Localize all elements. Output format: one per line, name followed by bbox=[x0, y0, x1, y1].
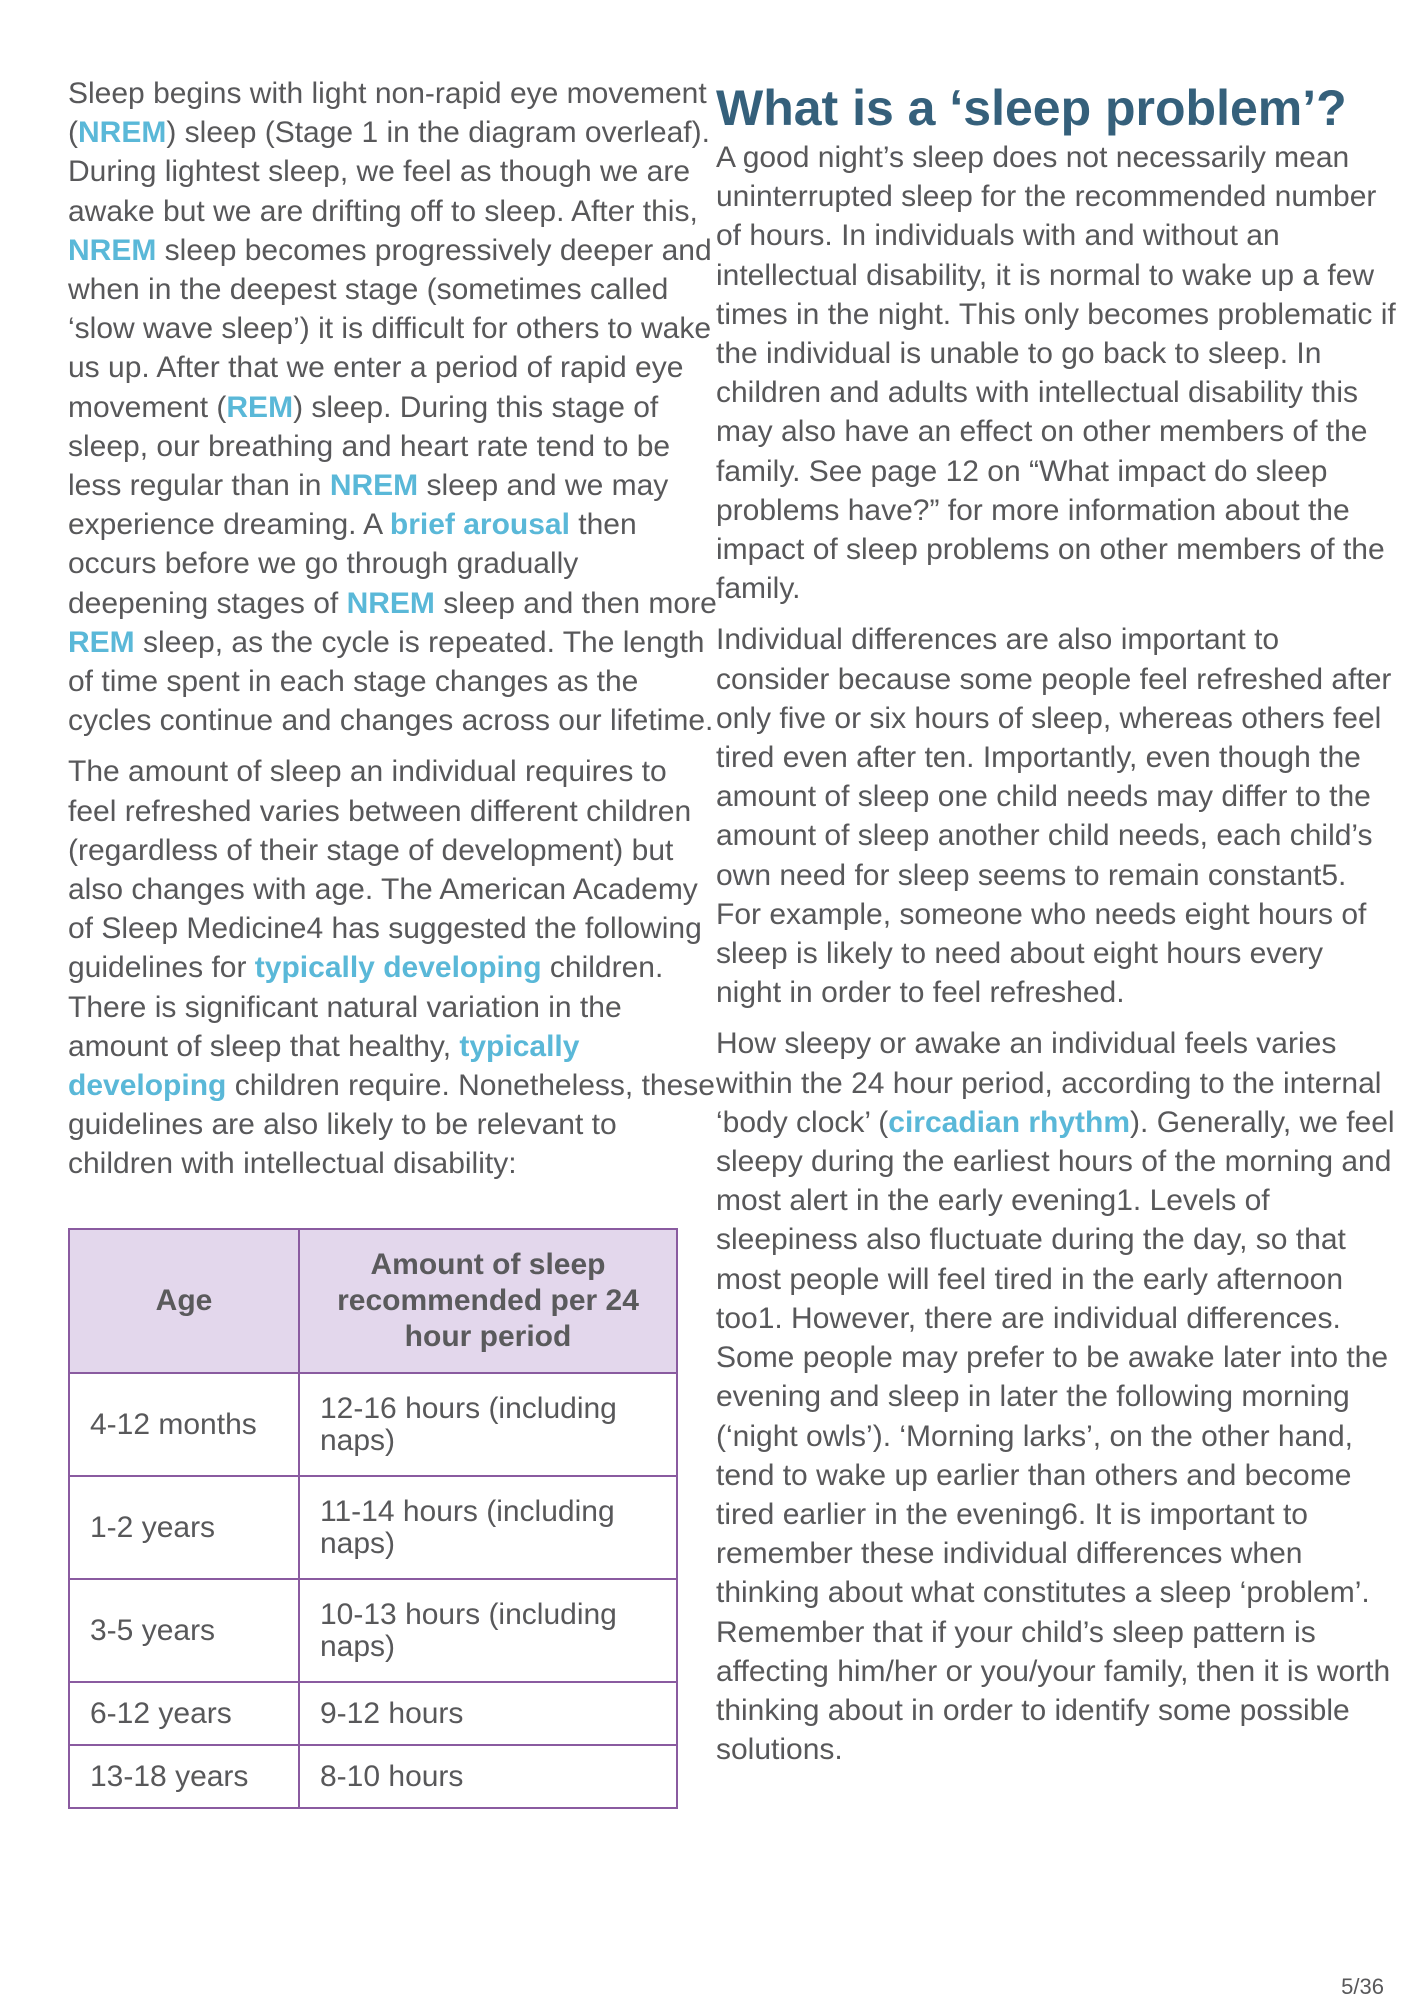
table-row bbox=[69, 1745, 677, 1808]
glossary-term-circadian-rhythm[interactable]: circadian rhythm bbox=[888, 1105, 1131, 1139]
header-age: Age bbox=[69, 1229, 299, 1373]
text-run: then occurs before we go through gradually deepening stages of bbox=[68, 508, 637, 620]
age-cell: 4-12 months bbox=[69, 1373, 299, 1476]
text-run: sleep becomes progressively deeper and when in the deepest stage (sometimes called ‘slow wave sleep’) it is difficult for others to wake us up. After that we enter a period of rapid eye movement ( bbox=[68, 233, 712, 424]
right-column bbox=[716, 138, 1396, 1781]
text-run: ) sleep. During this stage of sleep, our breathing and heart rate tend to be less regular than in bbox=[68, 390, 671, 503]
amount-cell: 12-16 hours (including naps) bbox=[299, 1373, 677, 1476]
sleep-guidelines-table bbox=[68, 1228, 678, 1809]
amount-cell: 9-12 hours bbox=[299, 1682, 677, 1745]
text-run: ) sleep (Stage 1 in the diagram overleaf). During lightest sleep, we feel as though we are awake but we are drifting off to sleep. After this, bbox=[68, 116, 710, 228]
glossary-term-nrem[interactable]: NREM bbox=[68, 233, 157, 267]
amount-cell: 10-13 hours (including naps) bbox=[299, 1579, 677, 1682]
glossary-term-typically-developing[interactable]: typically developing bbox=[254, 951, 542, 985]
page-number: 5/36 bbox=[1341, 1974, 1384, 1999]
table-header-row bbox=[69, 1229, 677, 1373]
text-run: ). Generally, we feel sleepy during the earliest hours of the morning and most alert in the early evening1. Levels of sleepiness also fluctuate during the day, so that most people will feel tired in the early afternoon too1. However, there are individual differences. Some people may prefer to be awake later into the evening and sleep in later the following morning (‘night owls’). ‘Morning larks’, on the other hand, tend to wake up earlier than others and become tired earlier in the evening6. It is important to remember these individual differences when thinking about what constitutes a sleep ‘problem’. Remember that if your child’s sleep pattern is affecting him/her or you/your family, then it is worth thinking about in order to identify some possible solutions. bbox=[716, 1105, 1395, 1767]
text-run: children require. Nonetheless, these guidelines are also likely to be relevant to children with intellectual disability: bbox=[68, 1069, 715, 1181]
amount-cell: 11-14 hours (including naps) bbox=[299, 1476, 677, 1579]
text-run: sleep and then more bbox=[434, 586, 717, 620]
section-heading: What is a ‘sleep problem’? bbox=[716, 80, 1347, 136]
age-cell: 13-18 years bbox=[69, 1745, 299, 1808]
glossary-term-nrem[interactable]: NREM bbox=[78, 116, 167, 150]
sleep-problem-paragraph: A good night’s sleep does not necessarily mean uninterrupted sleep for the recommended number of hours. In individuals with and without an intellectual disability, it is normal to wake up a few times in the night. This only becomes problematic if the individual is unable to go back to sleep. In children and adults with intellectual disability this may also have an effect on other members of the family. See page 12 on “What impact do sleep problems have?” for more information about the impact of sleep problems on other members of the family. bbox=[716, 141, 1396, 606]
glossary-term-nrem[interactable]: NREM bbox=[329, 469, 419, 503]
body-clock-paragraph bbox=[716, 1024, 1396, 1769]
left-column bbox=[68, 74, 718, 1196]
text-run: How sleepy or awake an individual feels varies within the 24 hour period, according to the internal ‘body clock’ ( bbox=[716, 1027, 1382, 1139]
sleep-cycle-paragraph bbox=[68, 74, 718, 740]
age-cell: 3-5 years bbox=[69, 1579, 299, 1682]
table-row bbox=[69, 1682, 677, 1745]
glossary-term-rem[interactable]: REM bbox=[226, 390, 294, 424]
text-run: sleep and we may experience dreaming. A bbox=[68, 469, 669, 542]
age-cell: 1-2 years bbox=[69, 1476, 299, 1579]
glossary-term-rem[interactable]: REM bbox=[68, 625, 135, 659]
table-row bbox=[69, 1476, 677, 1579]
header-amount: Amount of sleep recommended per 24 hour period bbox=[299, 1229, 677, 1373]
glossary-term-brief-arousal[interactable]: brief arousal bbox=[389, 508, 570, 542]
sleep-amount-paragraph bbox=[68, 752, 718, 1183]
text-run: children. There is significant natural variation in the amount of sleep that healthy, bbox=[68, 951, 664, 1063]
glossary-term-nrem[interactable]: NREM bbox=[346, 586, 435, 620]
table-row bbox=[69, 1579, 677, 1682]
glossary-term-typically-developing[interactable]: typically developing bbox=[68, 1029, 580, 1103]
text-run: Sleep begins with light non-rapid eye movement ( bbox=[68, 77, 707, 150]
age-cell: 6-12 years bbox=[69, 1682, 299, 1745]
text-run: sleep, as the cycle is repeated. The length of time spent in each stage changes as the cycles continue and changes across our lifetime. bbox=[68, 625, 714, 738]
table-row bbox=[69, 1373, 677, 1476]
amount-cell: 8-10 hours bbox=[299, 1745, 677, 1808]
text-run: The amount of sleep an individual requires to feel refreshed varies between different children (regardless of their stage of development) but also changes with age. The American Academy of Sleep Medicine4 has suggested the following guidelines for bbox=[68, 755, 702, 985]
individual-differences-paragraph: Individual differences are also important to consider because some people feel refreshed after only five or six hours of sleep, whereas others feel tired even after ten. Importantly, even though the amount of sleep one child needs may differ to the amount of sleep another child needs, each child’s own need for sleep seems to remain constant5. For example, someone who needs eight hours of sleep is likely to need about eight hours every night in order to feel refreshed. bbox=[716, 623, 1392, 1010]
